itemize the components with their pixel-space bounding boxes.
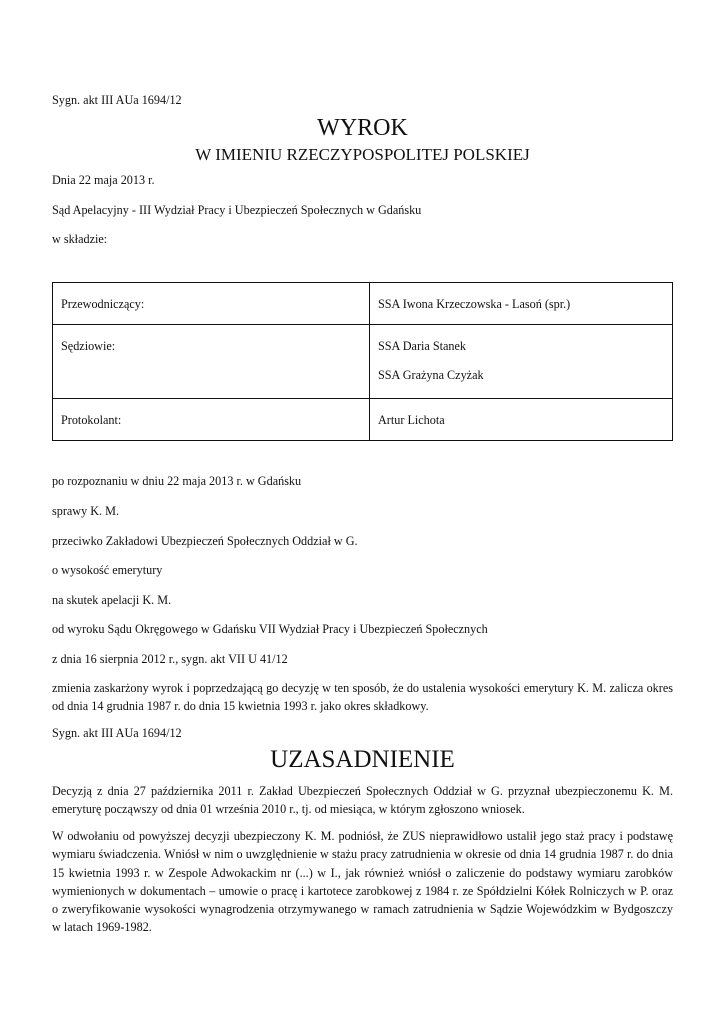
judge-name: SSA Daria Stanek <box>378 339 467 353</box>
table-row <box>53 283 673 325</box>
appeal-info: na skutek apelacji K. M. <box>52 593 172 607</box>
judgment-subtitle: W IMIENIU RZECZYPOSPOLITEJ POLSKIEJ <box>195 145 530 164</box>
judges-label: Sędziowie: <box>53 325 370 399</box>
table-row <box>53 325 673 399</box>
justification-title: UZASADNIENIE <box>270 746 455 773</box>
composition-intro: w składzie: <box>52 232 108 246</box>
judgment-title: WYROK <box>317 115 408 141</box>
case-signature: Sygn. akt III AUa 1694/12 <box>52 93 182 107</box>
justification-signature: Sygn. akt III AUa 1694/12 <box>52 726 182 740</box>
case-of: sprawy K. M. <box>52 504 120 518</box>
justification-paragraph: W odwołaniu od powyższej decyzji ubezpieczony K. M. podniósł, że ZUS nieprawidłowo ustalił jego staż pracy i podstawę wymiaru świadczenia. Wniósł w nim o uwzględnienie w stażu pracy zatrudnienia w okresie od dnia 14 grudnia 1987 r. do dnia 15 kwietnia 1993 r. w Zespole Adwokackim nr (...) w I., jak również wniósł o zaliczenie do podstawy wymiaru zarobków wymienionych w dokumentach – umowie o pracę i kartotece zarobkowej z 1984 r. ze Spółdzielni Kółek Rolniczych w P. oraz o zweryfikowanie wysokości wynagrodzenia otrzymywanego w ramach zatrudnienia w Sądzie Wojewódzkim w Bydgoszczy w latach 1969-1982. <box>52 829 673 935</box>
judgment-date: Dnia 22 maja 2013 r. <box>52 173 155 187</box>
presiding-label: Przewodniczący: <box>53 283 370 325</box>
hearing-info: po rozpoznaniu w dniu 22 maja 2013 r. w Gdańsku <box>52 474 302 488</box>
justification-paragraph: Decyzją z dnia 27 października 2011 r. Zakład Ubezpieczeń Społecznych Oddział w G. przyznał ubezpieczonemu K. M. emeryturę począwszy od dnia 01 września 2010 r., tj. od miesiąca, w którym zgłoszono wniosek. <box>52 784 673 817</box>
ruling-text: zmienia zaskarżony wyrok i poprzedzającą go decyzję w ten sposób, że do ustalenia wysokości emerytury K. M. zalicza okres od dnia 14 grudnia 1987 r. do dnia 15 kwietnia 1993 r. jako okres składkowy. <box>52 681 673 714</box>
lower-court-judgment: od wyroku Sądu Okręgowego w Gdańsku VII Wydział Pracy i Ubezpieczeń Społecznych <box>52 622 488 636</box>
presiding-judge: SSA Iwona Krzeczowska - Lasoń (spr.) <box>370 283 673 325</box>
case-subject: o wysokość emerytury <box>52 563 163 577</box>
judge-name: SSA Grażyna Czyżak <box>378 368 484 382</box>
court-panel-table <box>52 282 673 441</box>
judges-cell <box>370 325 673 399</box>
judgment-date-ref: z dnia 16 sierpnia 2012 r., sygn. akt VII U 41/12 <box>52 652 288 666</box>
against-party: przeciwko Zakładowi Ubezpieczeń Społecznych Oddział w G. <box>52 534 358 548</box>
table-row <box>53 399 673 441</box>
clerk-label: Protokolant: <box>53 399 370 441</box>
court-name: Sąd Apelacyjny - III Wydział Pracy i Ubezpieczeń Społecznych w Gdańsku <box>52 203 422 217</box>
clerk-name: Artur Lichota <box>370 399 673 441</box>
